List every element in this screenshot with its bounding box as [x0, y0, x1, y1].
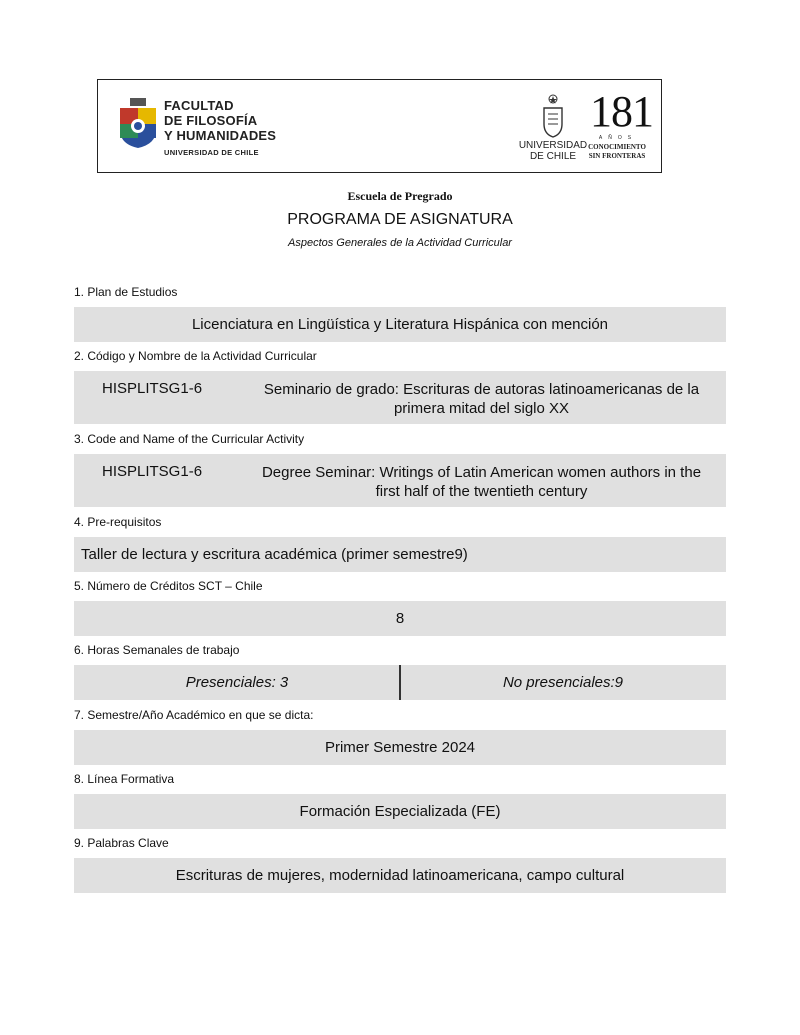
field-prereq	[74, 537, 726, 572]
field-codigo-name: Seminario de grado: Escrituras de autoras latinoamericanas de la primera mitad del siglo XX	[263, 381, 700, 417]
field-prereq-value: Taller de lectura y escritura académica (primer semestre9)	[81, 546, 468, 563]
field-semestre-value: Primer Semestre 2024	[324, 739, 476, 756]
faculty-line-2: DE FILOSOFÍA	[164, 113, 258, 128]
section-label-creditos: 5. Número de Créditos SCT – Chile	[74, 579, 263, 593]
faculty-university: UNIVERSIDAD DE CHILE	[164, 148, 259, 157]
anniversary-number: 181	[590, 87, 653, 136]
field-horas-no-presenciales	[400, 665, 726, 700]
field-horas-presenciales	[74, 665, 400, 700]
school-title: Escuela de Pregrado	[347, 189, 453, 203]
field-linea-value: Formación Especializada (FE)	[299, 803, 501, 820]
presenciales-value: Presenciales: 3	[185, 674, 289, 691]
field-code-en-code: HISPLITSG1-6	[102, 463, 203, 480]
program-subtitle: Aspectos Generales de la Actividad Curricular	[288, 237, 512, 249]
field-codigo	[74, 371, 726, 424]
header-logos-box	[97, 79, 662, 173]
section-label-prereq: 4. Pre-requisitos	[74, 515, 162, 529]
uchile-crest-logo	[541, 94, 565, 138]
uchile-line-2: DE CHILE	[529, 151, 577, 162]
field-linea	[74, 794, 726, 829]
section-label-plan: 1. Plan de Estudios	[74, 285, 178, 299]
field-codigo-code: HISPLITSG1-6	[102, 380, 203, 397]
faculty-name	[164, 98, 276, 160]
field-creditos-value: 8	[395, 610, 405, 627]
field-code-en-name: Degree Seminar: Writings of Latin American women authors in the first half of the twentieth century	[261, 464, 702, 500]
field-palabras-value: Escrituras de mujeres, modernidad latinoamericana, campo cultural	[175, 867, 625, 884]
field-plan-value: Licenciatura en Lingüística y Literatura Hispánica con mención	[191, 316, 609, 333]
uchile-line-1: UNIVERSIDAD	[518, 140, 588, 151]
no-presenciales-value: No presenciales:9	[502, 674, 624, 691]
section-label-code-en: 3. Code and Name of the Curricular Activity	[74, 432, 305, 446]
field-palabras	[74, 858, 726, 893]
section-label-palabras: 9. Palabras Clave	[74, 836, 169, 850]
faculty-shield-logo	[118, 98, 158, 148]
section-label-horas: 6. Horas Semanales de trabajo	[74, 643, 240, 657]
field-creditos	[74, 601, 726, 636]
field-plan	[74, 307, 726, 342]
motto-line-1: CONOCIMIENTO	[588, 143, 646, 151]
program-title: PROGRAMA DE ASIGNATURA	[287, 211, 513, 228]
section-label-codigo: 2. Código y Nombre de la Actividad Curricular	[74, 349, 317, 363]
anniversary-anos: AÑOS	[598, 135, 638, 141]
field-code-en	[74, 454, 726, 507]
anniversary-motto	[588, 143, 646, 161]
faculty-line-1: FACULTAD	[164, 98, 234, 113]
section-label-linea: 8. Línea Formativa	[74, 772, 175, 786]
section-label-semestre: 7. Semestre/Año Académico en que se dicta:	[74, 708, 314, 722]
field-horas	[74, 665, 726, 700]
faculty-line-3: Y HUMANIDADES	[164, 128, 277, 143]
field-semestre	[74, 730, 726, 765]
motto-line-2: SIN FRONTERAS	[588, 152, 646, 160]
uchile-name	[518, 140, 588, 162]
